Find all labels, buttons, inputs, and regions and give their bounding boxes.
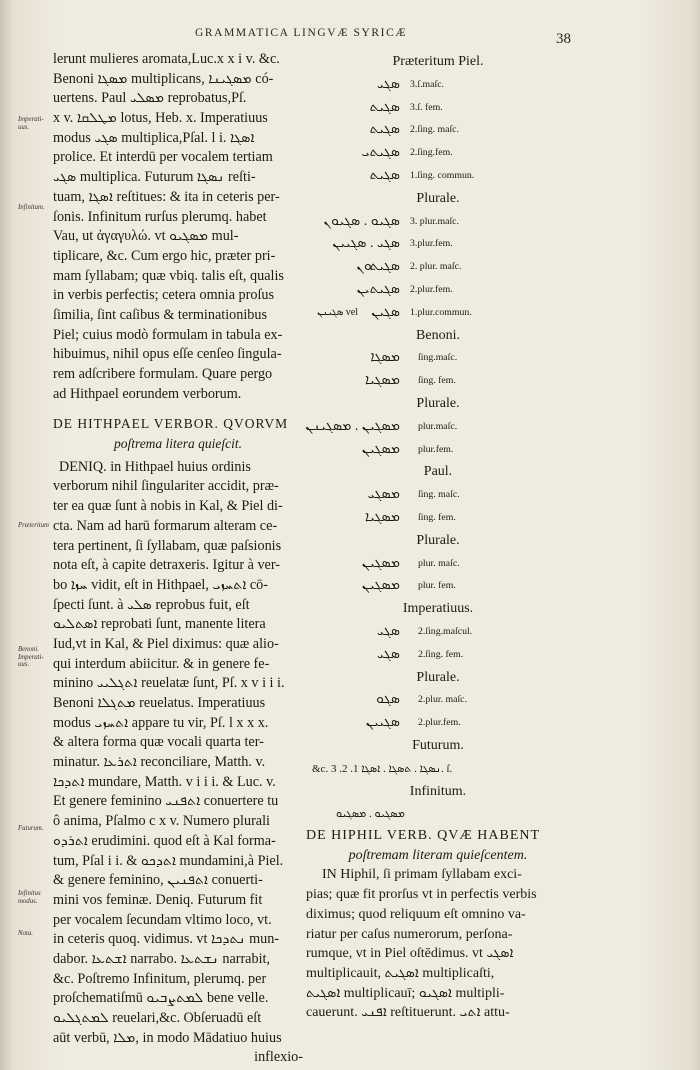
section-subheading-hithpael: poſtrema litera quieſcit. xyxy=(113,436,243,452)
conjugation-row: ܣܓܝܬܝܢ 2.plur.fem. xyxy=(356,281,453,297)
text-line: rumque, vt in Piel oſtēdimus. vt ܐܣܓܝ xyxy=(306,946,514,962)
text-line: riatur per caſus numerorum, perſona- xyxy=(306,926,513,942)
text-line: prolice. Et interdū per vocalem tertiam xyxy=(53,149,273,166)
conjugation-row: ܣܓܝ 2.ſing.maſcul. xyxy=(376,623,473,639)
section-subheading-hiphil: poſtremam literam quieſcentem. xyxy=(348,847,528,863)
section-heading-hithpael: DE HITHPAEL VERBOR. QVORVM xyxy=(53,416,289,432)
text-line: nota eſt, à capite detraxeris. Igitur à ver- xyxy=(53,557,280,574)
text-line: & altera forma quæ vocali quarta ter- xyxy=(53,734,264,751)
margin-note-nota: Nota. xyxy=(18,930,33,937)
margin-note-imperativus: Imperati- uus. xyxy=(18,116,44,131)
conjugation-row: ܣܓܝܬܘܢ 2. plur. maſc. xyxy=(356,259,462,275)
catchword: inflexio- xyxy=(254,1049,303,1066)
text-line: ܐܬܪܕܘ erudimini. quod eſt à Kal forma- xyxy=(53,832,276,849)
conjugation-row: ܣܓܘ 2.plur. maſc. xyxy=(376,692,467,708)
text-line: cta. Nam ad harū formarum alteram ce- xyxy=(53,517,278,534)
text-line: tum, Pſal i i. & ܐܬܕܟܘ mundamini,à Piel. xyxy=(53,852,284,869)
conjugation-row: ܣܓܝ 2.ſing. fem. xyxy=(376,646,464,662)
text-line: cauerunt. ܐܦܢܝ reſtituerunt. ܐܬܝ attu- xyxy=(306,1005,510,1021)
left-column xyxy=(18,50,303,1068)
subheading-paul: Paul. xyxy=(423,464,453,480)
text-line: ܣܓܝ multiplica. Futurum ܢܣܓܐ reſti- xyxy=(53,169,256,186)
text-line: Benoni ܡܣܓܐ multiplicans, ܡܣܓܝܢܐ có- xyxy=(53,70,274,87)
text-line: in verbis perfectis; cetera omnia proſus xyxy=(53,287,275,304)
text-line: IN Hiphil, ſi primam ſyllabam exci- xyxy=(322,867,522,883)
conjugation-row: ܣܓܝܬ 1.ſing. commun. xyxy=(369,167,475,183)
text-line: proſchematiſmū ܠܡܬܨܒܝܘ bene velle. xyxy=(53,990,269,1007)
text-line: tuam, ܐܣܓܐ reſtitues: & ita in ceteris per- xyxy=(53,188,280,205)
text-line: ſpecti ſunt. à ܣܠܝ reprobus fuit, eſt xyxy=(53,596,250,613)
subheading-benoni: Benoni. xyxy=(416,327,460,343)
conjugation-row: ܣܓܝܬ 3.ſ. fem. xyxy=(369,99,443,115)
text-line: diximus; quod reliquum eſt omnino va- xyxy=(306,906,526,922)
subheading-infinitum: Infinitum. xyxy=(409,783,467,799)
conjugation-row: ܡܣܓܝ ſing. maſc. xyxy=(367,487,460,503)
conjugation-row: ܣܓܝܢܢ vel ܣܓܝܢ 1.plur.commun. xyxy=(317,304,472,320)
text-line: ter ea quæ ſunt à nobis in Kal, & Piel di- xyxy=(53,498,283,515)
subheading-plurale: Plurale. xyxy=(416,669,460,685)
running-head: GRAMMATICA LINGVÆ SYRICÆ xyxy=(195,27,408,39)
text-line: rem adſcribere formulam. Quare pergo xyxy=(53,366,273,382)
text-line: modus ܣܓܝ multiplica,Pſal. l i. ܐܣܓܐ xyxy=(53,129,255,146)
text-line: multiplicauit, ܐܣܓܝܬ multiplicaſti, xyxy=(306,965,495,981)
subheading-plurale: Plurale. xyxy=(416,532,460,548)
conjugation-row: ܡܣܓܝܐ ſing. fem. xyxy=(365,373,456,389)
text-line: modus ܐܬܚܙܝ appare tu vir, Pſ. l x x x. xyxy=(53,714,269,731)
conjugation-row: ܡܣܓܝܢ plur. fem. xyxy=(361,578,456,594)
conjugation-row: ܣܓܝܬܝ 2.ſing.fem. xyxy=(361,145,453,161)
text-line: tera pertinent, ſi ſyllabam, quæ paſsionis xyxy=(53,537,282,554)
text-line: ſimilia, ſint caſibus & terminationibus xyxy=(53,306,267,323)
text-line: Iud,vt in Kal, & Piel diximus: quæ alio- xyxy=(53,635,279,652)
futurum-line: &c. ܢܣܓܐ . ܬܣܓܐ . ܐܣܓܐ 1. 2. 3. ſ. xyxy=(312,762,453,775)
text-line: in ceteris quoq. vidimus. vt ܢܬܕܟܐ mun- xyxy=(53,931,280,948)
subheading-plurale: Plurale. xyxy=(416,395,460,411)
text-line: x v. ܡܛܠܩܐ lotus, Heb. x. Imperatiuus xyxy=(53,110,268,127)
conjugation-row: ܣܓܝ 3.ſ.maſc. xyxy=(376,76,445,92)
text-line: &c. Poſtremo Infinitum, plerumq. per xyxy=(53,970,267,987)
text-line: verborum nihil ſingulariter accidit, præ- xyxy=(53,478,279,495)
conjugation-row: ܡܣܓܝܐ ſing. fem. xyxy=(365,509,456,525)
conjugation-row: ܡܣܓܝܢ . ܡܣܓܝܢܢ plur.maſc. xyxy=(305,418,458,434)
text-line: qui interdum abiicitur. & in genere fe- xyxy=(53,655,270,672)
text-line: ſonis. Infinitum rurſus plerumq. habet xyxy=(53,208,267,225)
text-line: ܐܣܬܠܝܘ reprobati ſunt, manente litera xyxy=(53,616,266,633)
conjugation-row: ܡܣܓܝܢ plur. maſc. xyxy=(361,555,460,571)
text-line: Vau, ut ἀγαγυλώ. vt ܡܣܓܝܘ mul- xyxy=(53,228,239,245)
text-line: ܠܡܬܓܠܝܘ reuelari,&c. Obſeruadū eſt xyxy=(53,1010,262,1026)
hiphil-section xyxy=(306,826,570,1023)
table-title-praeteritum-piel: Præteritum Piel. xyxy=(392,54,484,69)
text-line: aūt verbū, ܡܠܐ, in modo Mādatiuo huius xyxy=(53,1029,282,1046)
text-line: Benoni ܡܬܓܠܐ reuelatus. Imperatiuus xyxy=(53,695,266,711)
text-line: hibuimus, nihil opus eſſe cenſeo ſingula- xyxy=(53,346,282,363)
subheading-futurum: Futurum. xyxy=(412,737,464,753)
conjugation-row: ܡܣܓܐ ſing.maſc. xyxy=(370,350,458,366)
section-heading-hiphil: DE HIPHIL VERB. QVÆ HABENT xyxy=(306,828,541,844)
text-line: ô anima, Pſalmo c x v. Numero plurali xyxy=(53,813,270,830)
margin-note-infinitum: Infinitum. xyxy=(18,204,45,211)
text-line: mam ſyllabam; quæ vbiq. talis eſt, qualis xyxy=(53,267,284,284)
text-line: minatur. ܐܬܪܥܐ reconciliare, Matth. v. xyxy=(53,754,266,771)
page-number: 38 xyxy=(556,31,571,47)
text-line: mini vos feminæ. Deniq. Futurum fit xyxy=(53,891,263,908)
text-line: minino ܐܬܓܠܝܝ reuelatæ ſunt, Pſ. x v i i i. xyxy=(53,675,285,692)
conjugation-row: ܣܓܝܝܢ 2.plur.fem. xyxy=(365,715,461,731)
text-line: DENIQ. in Hithpael huius ordinis xyxy=(59,458,251,475)
text-line: ܐܣܓܝܬ multiplicauī; ܐܣܓܝܘ multipli- xyxy=(306,985,505,1001)
text-line: ܐܬܕܟܐ mundare, Matth. v i i i. & Luc. v. xyxy=(53,773,276,790)
subheading-imperativus: Imperatiuus. xyxy=(402,601,474,617)
text-line: ad Hithpael eorundem verborum. xyxy=(53,385,242,402)
conjugation-row: ܣܓܝܘ . ܣܓܝܘܢ 3. plur.maſc. xyxy=(323,213,459,229)
conjugation-row: ܣܓܝ . ܣܓܝܝܢ 3.plur.fem. xyxy=(332,236,453,252)
right-column xyxy=(306,51,570,1023)
infinitum-line: ܡܣܓܝܘ . ܡܣܓܝܘ xyxy=(336,808,405,821)
text-line: bo ܚܙܐ vidit, eſt in Hithpael, ܐܬܚܙܝ cō- xyxy=(53,576,268,593)
margin-note-benoni: Benoni. Imperati- uus. xyxy=(18,646,44,668)
conjugation-row: ܡܣܓܝܢ plur.fem. xyxy=(361,441,454,457)
subheading-plurale: Plurale. xyxy=(416,190,460,206)
text-line: dabor. ܐܫܬܥܐ narrabo. ܢܫܬܥܐ narrabit, xyxy=(53,950,271,967)
text-line: uertens. Paul ܡܣܠܝ reprobatus,Pſ. xyxy=(53,90,247,107)
text-line: Et genere feminino ܐܬܦܢܝ conuertere tu xyxy=(53,793,279,810)
conjugation-row: ܣܓܝܬ 2.ſing. maſc. xyxy=(369,122,459,138)
text-line: tiplicare, &c. Cum ergo hic, præter pri- xyxy=(53,247,276,264)
margin-note-infinitum-modus: Infinitus modus. xyxy=(18,890,41,905)
margin-note-futurum: Futurum. xyxy=(18,825,44,832)
text-line: per vocalem ſecundam vltimo loco, vt. xyxy=(53,911,272,928)
text-line: Piel; cuius modò formulam in tabula ex- xyxy=(53,326,283,343)
text-line: pias; quæ fit prorſus vt in perfectis verbis xyxy=(306,887,537,903)
text-line: lerunt mulieres aromata,Luc.x x i v. &c. xyxy=(53,51,280,67)
text-line: & genere feminino, ܐܬܦܢܝܢ conuerti- xyxy=(53,872,263,889)
margin-note-praeteritum: Præteritum xyxy=(18,522,49,529)
